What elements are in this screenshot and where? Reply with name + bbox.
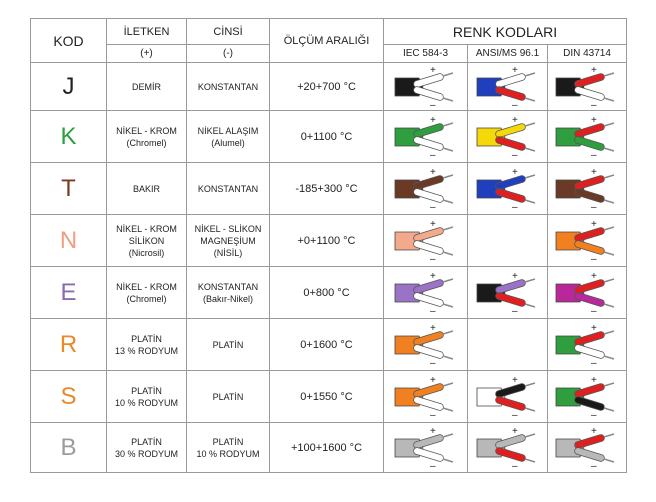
thermocouple-code: R — [31, 319, 107, 371]
minus-sign: – — [511, 409, 518, 419]
conductor-minus-wire — [578, 140, 601, 147]
conductor-positive — [107, 215, 187, 267]
conductor-plus-wire-tip — [443, 279, 453, 282]
conductor-minus-wire — [417, 348, 440, 355]
conductor-minus-wire — [578, 348, 601, 355]
conductor-minus-wire — [578, 192, 601, 199]
conductor-plus-wire — [578, 387, 601, 394]
conductor-positive-line: NİKEL - KROM — [116, 281, 177, 292]
conductor-plus-wire-tip — [604, 175, 614, 178]
conductor-minus-wire-tip — [525, 304, 535, 307]
conductor-minus-wire-tip — [604, 408, 614, 411]
conductor-minus-wire — [417, 296, 440, 303]
color-code-iec — [384, 111, 468, 163]
conductor-plus-wire — [578, 127, 601, 134]
measuring-range: +100+1600 °C — [270, 423, 384, 473]
conductor-minus-wire — [499, 140, 522, 147]
conductor-positive-line: (Nicrosil) — [128, 247, 165, 258]
conductor-plus-wire-tip — [525, 434, 535, 437]
thermocouple-cable-icon — [475, 167, 541, 211]
thermocouple-cable-icon — [554, 167, 620, 211]
conductor-positive-line: BAKIR — [132, 183, 160, 194]
measuring-range: 0+1600 °C — [270, 319, 384, 371]
color-code-ansi — [468, 319, 548, 371]
minus-sign: – — [429, 253, 436, 263]
table-row — [31, 63, 627, 111]
plus-sign: + — [429, 114, 436, 126]
conductor-plus-wire — [417, 179, 440, 186]
header-iletken-sign: (+) — [107, 45, 187, 63]
conductor-minus-wire — [578, 400, 601, 407]
conductor-positive — [107, 63, 187, 111]
table-row — [31, 267, 627, 319]
conductor-plus-wire-tip — [525, 279, 535, 282]
conductor-plus-wire-tip — [604, 434, 614, 437]
conductor-minus-wire — [578, 296, 601, 303]
conductor-negative-line: 10 % RODYUM — [196, 448, 260, 459]
minus-sign: – — [429, 99, 436, 109]
plus-sign: + — [429, 425, 436, 437]
color-code-iec — [384, 215, 468, 267]
conductor-minus-wire-tip — [604, 200, 614, 203]
minus-sign: – — [511, 99, 518, 109]
table-row — [31, 163, 627, 215]
conductor-plus-wire — [417, 438, 440, 445]
table-row — [31, 111, 627, 163]
conductor-positive — [107, 423, 187, 473]
header-olcum-araligi: ÖLÇÜM ARALIĞI — [270, 19, 384, 63]
conductor-positive-line: SİLİKON — [128, 235, 165, 246]
conductor-minus-wire-tip — [443, 252, 453, 255]
measuring-range: 0+800 °C — [270, 267, 384, 319]
table-body — [31, 63, 627, 473]
conductor-plus-wire-tip — [443, 73, 453, 76]
conductor-negative-line: (Bakır-Nikel) — [202, 293, 253, 304]
conductor-negative — [187, 319, 270, 371]
conductor-plus-wire — [417, 283, 440, 290]
conductor-minus-wire-tip — [604, 148, 614, 151]
thermocouple-cable-icon — [475, 426, 541, 470]
conductor-minus-wire — [499, 90, 522, 97]
table-row — [31, 423, 627, 473]
conductor-minus-wire — [578, 244, 601, 251]
conductor-positive-line: 30 % RODYUM — [114, 448, 178, 459]
thermocouple-cable-icon — [554, 375, 620, 419]
conductor-minus-wire-tip — [525, 408, 535, 411]
plus-sign: + — [591, 166, 597, 178]
minus-sign: – — [429, 201, 436, 211]
conductor-negative-line: NİKEL ALAŞIM — [197, 125, 259, 136]
thermocouple-code: B — [31, 423, 107, 473]
table-row — [31, 371, 627, 423]
thermocouple-code: N — [31, 215, 107, 267]
conductor-plus-wire-tip — [604, 227, 614, 230]
conductor-plus-wire-tip — [443, 123, 453, 126]
conductor-positive-line: 10 % RODYUM — [114, 397, 178, 408]
conductor-positive — [107, 267, 187, 319]
header-std-din: DIN 43714 — [548, 45, 627, 63]
conductor-positive-line: PLATİN — [131, 436, 162, 447]
color-code-iec — [384, 423, 468, 473]
conductor-plus-wire — [578, 179, 601, 186]
thermocouple-cable-icon — [554, 65, 620, 109]
header-std-ansi: ANSI/MS 96.1 — [468, 45, 548, 63]
conductor-minus-wire — [578, 90, 601, 97]
thermocouple-cable-icon — [554, 115, 620, 159]
measuring-range: +0+1100 °C — [270, 215, 384, 267]
conductor-plus-wire — [499, 179, 522, 186]
color-code-iec — [384, 371, 468, 423]
plus-sign: + — [511, 425, 518, 437]
thermocouple-cable-icon — [393, 426, 459, 470]
conductor-plus-wire — [499, 127, 522, 134]
conductor-plus-wire-tip — [525, 73, 535, 76]
plus-sign: + — [429, 322, 436, 334]
conductor-plus-wire-tip — [443, 434, 453, 437]
minus-sign: – — [591, 99, 597, 109]
conductor-plus-wire — [578, 77, 601, 84]
conductor-negative — [187, 163, 270, 215]
thermocouple-table — [30, 18, 627, 473]
conductor-plus-wire-tip — [525, 383, 535, 386]
table-row — [31, 215, 627, 267]
conductor-negative — [187, 63, 270, 111]
color-code-din — [548, 215, 627, 267]
minus-sign: – — [429, 357, 436, 367]
plus-sign: + — [591, 270, 597, 282]
conductor-minus-wire-tip — [443, 200, 453, 203]
conductor-negative-line: MAGNEŞİUM — [200, 235, 256, 246]
thermocouple-cable-icon — [475, 65, 541, 109]
thermocouple-code: J — [31, 63, 107, 111]
conductor-plus-wire-tip — [604, 383, 614, 386]
conductor-plus-wire — [578, 231, 601, 238]
conductor-negative-line: PLATİN — [212, 436, 244, 447]
color-code-ansi — [468, 215, 548, 267]
minus-sign: – — [429, 305, 436, 315]
color-code-din — [548, 371, 627, 423]
plus-sign: + — [511, 114, 518, 126]
color-code-din — [548, 163, 627, 215]
color-code-din — [548, 63, 627, 111]
conductor-plus-wire — [499, 283, 522, 290]
conductor-plus-wire — [578, 283, 601, 290]
conductor-minus-wire — [499, 451, 522, 458]
conductor-negative-line: KONSTANTAN — [197, 281, 259, 292]
conductor-minus-wire-tip — [525, 200, 535, 203]
conductor-negative-line: PLATİN — [212, 339, 244, 350]
plus-sign: + — [429, 270, 436, 282]
thermocouple-code: E — [31, 267, 107, 319]
conductor-minus-wire-tip — [604, 98, 614, 101]
measuring-range: 0+1550 °C — [270, 371, 384, 423]
header-std-iec: IEC 584-3 — [384, 45, 468, 63]
minus-sign: – — [591, 357, 597, 367]
measuring-range: +20+700 °C — [270, 63, 384, 111]
conductor-minus-wire — [417, 400, 440, 407]
plus-sign: + — [429, 64, 436, 76]
thermocouple-cable-icon — [393, 375, 459, 419]
conductor-minus-wire-tip — [604, 252, 614, 255]
conductor-plus-wire-tip — [525, 175, 535, 178]
header-cinsi: CİNSİ — [187, 19, 270, 45]
conductor-minus-wire — [499, 296, 522, 303]
conductor-negative — [187, 423, 270, 473]
conductor-minus-wire-tip — [443, 356, 453, 359]
minus-sign: – — [511, 305, 518, 315]
conductor-positive — [107, 111, 187, 163]
plus-sign: + — [511, 64, 518, 76]
minus-sign: – — [511, 201, 518, 211]
conductor-plus-wire-tip — [604, 123, 614, 126]
thermocouple-cable-icon — [393, 167, 459, 211]
conductor-minus-wire — [417, 140, 440, 147]
thermocouple-cable-icon — [475, 115, 541, 159]
conductor-minus-wire-tip — [443, 148, 453, 151]
thermocouple-cable-icon — [393, 219, 459, 263]
measuring-range: -185+300 °C — [270, 163, 384, 215]
color-code-iec — [384, 63, 468, 111]
color-code-ansi — [468, 371, 548, 423]
thermocouple-code: K — [31, 111, 107, 163]
conductor-minus-wire-tip — [443, 98, 453, 101]
conductor-positive-line: 13 % RODYUM — [114, 345, 178, 356]
thermocouple-cable-icon — [554, 323, 620, 367]
conductor-plus-wire — [417, 387, 440, 394]
conductor-negative-line: NİKEL - SLİKON — [194, 223, 262, 234]
conductor-minus-wire — [499, 192, 522, 199]
minus-sign: – — [591, 253, 597, 263]
plus-sign: + — [591, 64, 597, 76]
conductor-positive-line: PLATİN — [131, 333, 162, 344]
plus-sign: + — [429, 218, 436, 230]
conductor-minus-wire-tip — [604, 304, 614, 307]
thermocouple-cable-icon — [475, 271, 541, 315]
header-renk-kodlari: RENK KODLARI — [384, 19, 627, 45]
conductor-negative — [187, 215, 270, 267]
header-iletken: İLETKEN — [107, 19, 187, 45]
conductor-positive-line: PLATİN — [131, 385, 162, 396]
conductor-plus-wire-tip — [604, 73, 614, 76]
plus-sign: + — [429, 166, 436, 178]
conductor-minus-wire-tip — [443, 459, 453, 462]
header-cinsi-sign: (-) — [187, 45, 270, 63]
measuring-range: 0+1100 °C — [270, 111, 384, 163]
conductor-negative — [187, 267, 270, 319]
conductor-plus-wire-tip — [443, 227, 453, 230]
table-row — [31, 319, 627, 371]
thermocouple-cable-icon — [554, 426, 620, 470]
conductor-plus-wire-tip — [525, 123, 535, 126]
conductor-positive-line: (Chromel) — [126, 293, 167, 304]
conductor-plus-wire — [499, 438, 522, 445]
conductor-minus-wire-tip — [443, 408, 453, 411]
conductor-minus-wire-tip — [525, 98, 535, 101]
plus-sign: + — [591, 218, 597, 230]
conductor-plus-wire-tip — [443, 331, 453, 334]
conductor-plus-wire — [417, 127, 440, 134]
plus-sign: + — [591, 425, 597, 437]
conductor-negative-line: KONSTANTAN — [197, 81, 259, 92]
conductor-minus-wire — [417, 192, 440, 199]
thermocouple-cable-icon — [393, 323, 459, 367]
conductor-minus-wire-tip — [443, 304, 453, 307]
color-code-din — [548, 111, 627, 163]
conductor-positive-line: NİKEL - KROM — [116, 125, 177, 136]
conductor-minus-wire — [417, 244, 440, 251]
thermocouple-code: T — [31, 163, 107, 215]
conductor-negative — [187, 371, 270, 423]
conductor-plus-wire-tip — [443, 383, 453, 386]
conductor-minus-wire — [499, 400, 522, 407]
color-code-iec — [384, 163, 468, 215]
color-code-ansi — [468, 111, 548, 163]
minus-sign: – — [429, 409, 436, 419]
thermocouple-cable-icon — [393, 65, 459, 109]
conductor-minus-wire-tip — [604, 459, 614, 462]
color-code-ansi — [468, 267, 548, 319]
color-code-ansi — [468, 423, 548, 473]
color-code-ansi — [468, 163, 548, 215]
color-code-ansi — [468, 63, 548, 111]
minus-sign: – — [591, 305, 597, 315]
plus-sign: + — [429, 374, 436, 386]
conductor-minus-wire-tip — [525, 148, 535, 151]
minus-sign: – — [591, 460, 597, 470]
conductor-positive — [107, 371, 187, 423]
plus-sign: + — [591, 374, 597, 386]
conductor-plus-wire-tip — [443, 175, 453, 178]
conductor-positive-line: (Chromel) — [126, 137, 167, 148]
conductor-plus-wire — [499, 387, 522, 394]
color-code-din — [548, 319, 627, 371]
conductor-minus-wire — [578, 451, 601, 458]
plus-sign: + — [591, 114, 597, 126]
minus-sign: – — [511, 460, 518, 470]
conductor-positive-line: DEMİR — [132, 81, 161, 92]
conductor-negative-line: KONSTANTAN — [197, 183, 259, 194]
conductor-plus-wire — [417, 335, 440, 342]
conductor-positive-line: NİKEL - KROM — [116, 223, 177, 234]
conductor-negative — [187, 111, 270, 163]
color-code-iec — [384, 319, 468, 371]
minus-sign: – — [591, 409, 597, 419]
conductor-plus-wire-tip — [604, 331, 614, 334]
conductor-plus-wire — [417, 231, 440, 238]
conductor-minus-wire — [417, 90, 440, 97]
plus-sign: + — [511, 166, 518, 178]
conductor-negative-line: (Alumel) — [211, 137, 245, 148]
conductor-plus-wire-tip — [604, 279, 614, 282]
thermocouple-cable-icon — [393, 271, 459, 315]
thermocouple-code: S — [31, 371, 107, 423]
conductor-positive — [107, 163, 187, 215]
plus-sign: + — [511, 374, 518, 386]
color-code-din — [548, 423, 627, 473]
plus-sign: + — [511, 270, 518, 282]
minus-sign: – — [429, 149, 436, 159]
conductor-plus-wire — [499, 77, 522, 84]
thermocouple-cable-icon — [554, 219, 620, 263]
conductor-minus-wire — [417, 451, 440, 458]
minus-sign: – — [511, 149, 518, 159]
thermocouple-cable-icon — [554, 271, 620, 315]
minus-sign: – — [429, 460, 436, 470]
conductor-positive — [107, 319, 187, 371]
color-code-iec — [384, 267, 468, 319]
conductor-plus-wire — [578, 438, 601, 445]
conductor-negative-line: (NİSİL) — [213, 247, 243, 258]
conductor-negative-line: PLATİN — [212, 391, 244, 402]
thermocouple-cable-icon — [475, 375, 541, 419]
conductor-minus-wire-tip — [525, 459, 535, 462]
plus-sign: + — [591, 322, 597, 334]
conductor-minus-wire-tip — [604, 356, 614, 359]
minus-sign: – — [591, 149, 597, 159]
header-kod: KOD — [31, 19, 107, 63]
conductor-plus-wire — [417, 77, 440, 84]
thermocouple-cable-icon — [393, 115, 459, 159]
conductor-plus-wire — [578, 335, 601, 342]
minus-sign: – — [591, 201, 597, 211]
color-code-din — [548, 267, 627, 319]
